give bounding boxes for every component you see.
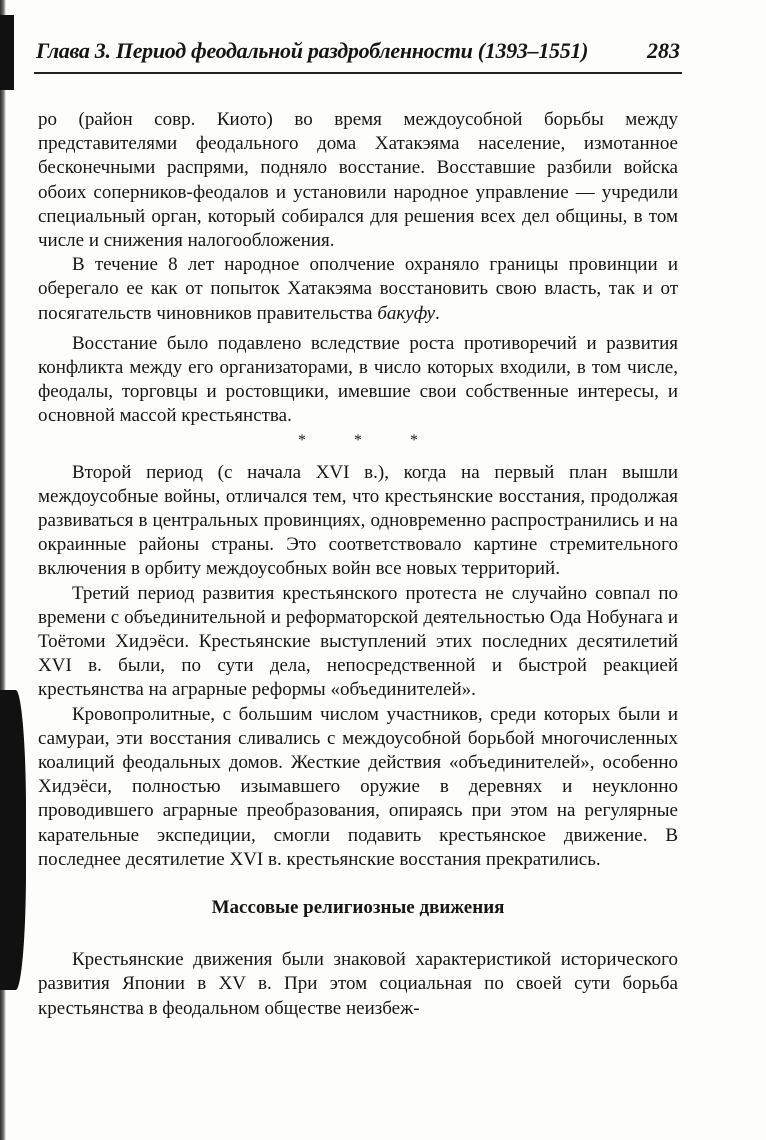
- paragraph: Третий период развития крестьянского протеста не случайно совпал по времени с объединительной и реформаторской деятельностью Ода Нобунага и Тоётоми Хидэёси. Крестьянские выступлений этих последних десятилетий XVI в. были, по сути дела, непосредственной и быстрой реакцией крестьянства на аграрные реформы «объединителей».: [38, 582, 678, 701]
- chapter-title: Глава 3. Период феодальной раздробленности (1393–1551): [36, 38, 589, 63]
- page-number: 283: [647, 38, 680, 63]
- italic-term: бакуфу: [377, 302, 436, 324]
- paragraph: Кровопролитные, с большим числом участников, среди которых были и самураи, эти восстания сливались с междоусобной борьбой многочисленных коалиций феодальных домов. Жесткие действия «объединителей», особенно Хидэёси, полностью изымавшего оружие в деревнях и неуклонно проводившего аграрные преобразования, опираясь при этом на регулярные карательные экспедиции, смогли подавить крестьянское движение. В последнее десятилетие XVI в. крестьянские восстания прекратились.: [38, 703, 678, 870]
- paragraph: Второй период (с начала XVI в.), когда на первый план вышли междоусобные войны, отличался тем, что крестьянские восстания, продолжая развиваться в центральных провинциях, одновременно распространились и на окраинные районы страны. Это соответствовало картине стремительного включения в орбиту междоусобных войн все новых территорий.: [38, 461, 678, 580]
- scan-edge-blob: [0, 15, 14, 90]
- paragraph: Восстание было подавлено вследствие роста противоречий и развития конфликта между его организаторами, в число которых входили, в том числе, феодалы, торговцы и ростовщики, имевшие свои собственные интересы, и основной массой крестьянства.: [38, 332, 678, 427]
- paragraph: [38, 253, 678, 326]
- section-heading: Массовые религиозные движения: [211, 897, 505, 919]
- page-body: [38, 108, 678, 1021]
- paragraph-text: В течение 8 лет народное ополчение охраняло границы провинции и оберегало ее как от попыток Хатакэяма восстановить свою власть, так и от посягательств чиновников правительства: [38, 254, 678, 324]
- paragraph: Крестьянские движения были знаковой характеристикой исторического развития Японии в XV в. При этом социальная по своей сути борьба крестьянства в феодальном обществе неизбеж-: [38, 949, 678, 1019]
- running-header: [34, 38, 682, 74]
- scan-edge-blob: [0, 690, 26, 990]
- paragraph: ро (район совр. Киото) во время междоусобной борьбы между представителями феодального дома Хатакэяма население, измотанное бесконечными распрями, подняло восстание. Восставшие разбили войска обоих соперников-феодалов и установили народное управление — учредили специальный орган, который собирался для решения всех дел общины, в том числе и снижения налогообложения.: [38, 109, 678, 252]
- section-separator: * * *: [298, 431, 440, 449]
- paragraph-end: .: [435, 302, 440, 324]
